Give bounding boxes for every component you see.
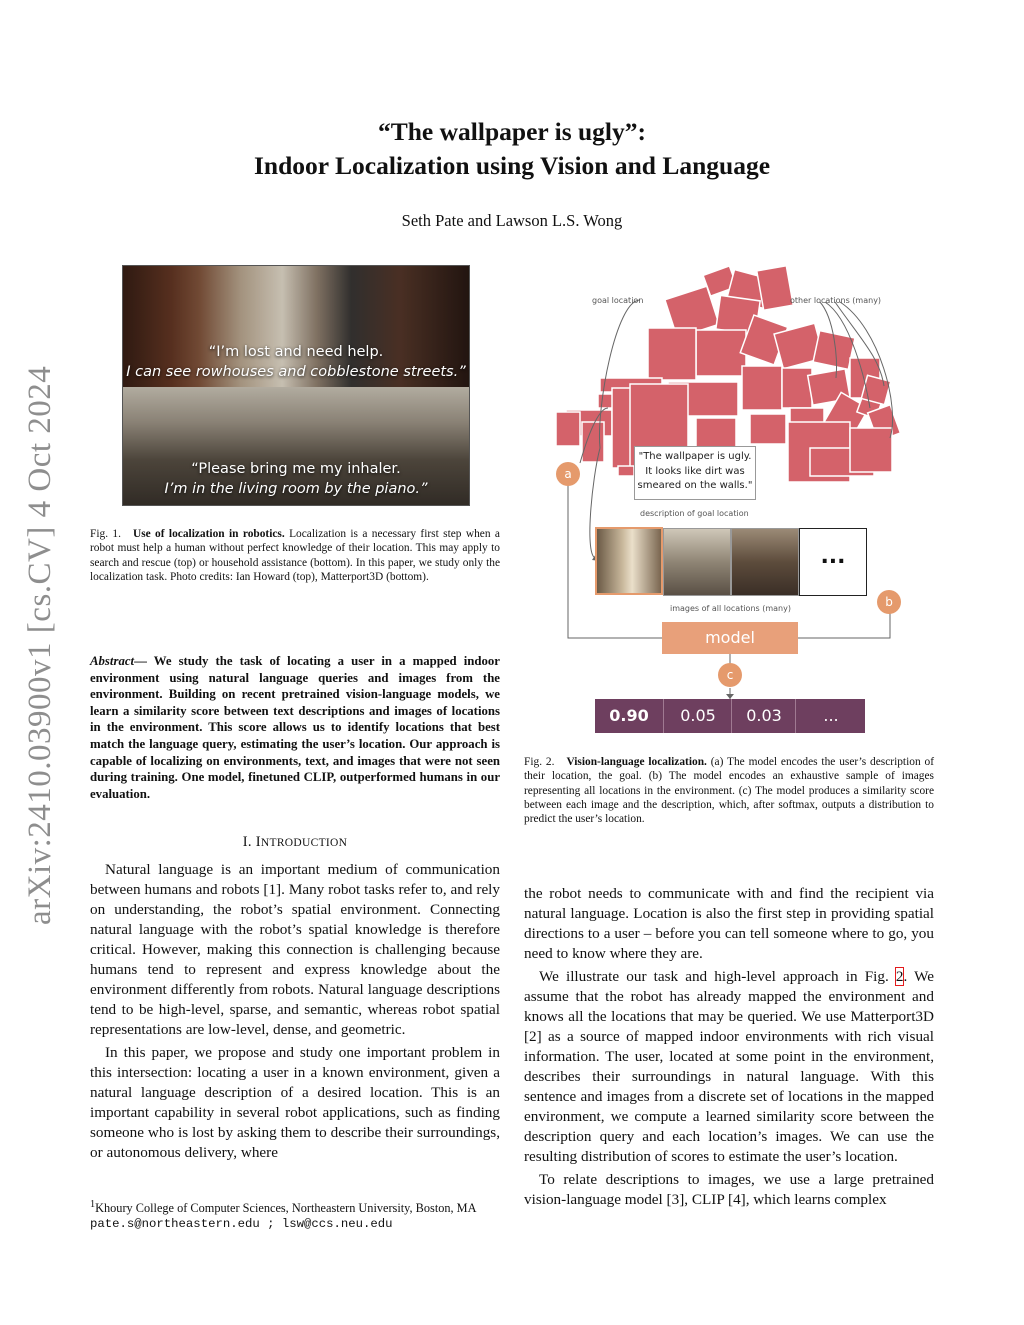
left-column-body (90, 860, 500, 1163)
figure-2-caption (524, 755, 934, 826)
title-line-2: Indoor Localization using Vision and Language (253, 151, 771, 180)
paper-title (0, 115, 1024, 183)
right-p2-before: We illustrate our task and high-level approach in Fig. (539, 968, 896, 985)
footnote-emails: pate.s@northeastern.edu ; lsw@ccs.neu.edu (90, 1217, 393, 1232)
intro-paragraph-2: In this paper, we propose and study one important problem in this intersection: locating a user in a known environment, given a natural language description of a desired location. This is an important capability in several robot applications, such as finding someone who is lost by asking them to describe their surroundings, or autonomous delivery, where (90, 1044, 500, 1161)
location-image-goal (595, 527, 663, 595)
figure-2-diagram (520, 258, 940, 750)
alley-photo (123, 266, 469, 387)
images-label: images of all locations (many) (670, 604, 791, 613)
photo-bottom-quote (123, 459, 469, 499)
score-2: 0.05 (663, 699, 732, 733)
fig2-label: Fig. 2. (524, 756, 555, 768)
right-paragraph-3: To relate descriptions to images, we use a large pretrained vision-language model [3], CLIP [4], which learns complex (524, 1171, 934, 1208)
fig1-caption-title: Use of localization in robotics. (132, 528, 285, 540)
abstract-label: Abstract (90, 654, 135, 668)
fig2-caption-text: (a) The model encodes the user’s description of their location, the goal. (b) The model encodes an exhaustive sample of images representing all locations in the environment. (c) The model produces a similarity score between each image and the description, which, after softmax, outputs a distribution to predict the user’s location. (524, 756, 934, 826)
fig2-caption-title: Vision-language localization. (566, 756, 707, 768)
figure-1-photos (122, 265, 470, 506)
other-locations-label: other locations (many) (790, 296, 882, 305)
goal-location-label: goal location (592, 296, 644, 305)
quote-line-3: smeared on the walls." (637, 480, 753, 491)
score-3: 0.03 (731, 699, 796, 733)
score-bar (595, 699, 865, 733)
figure-2-link[interactable]: 2 (895, 968, 904, 985)
marker-b: b (877, 590, 901, 614)
right-paragraph-2 (524, 967, 934, 1167)
figure-1-caption (90, 527, 500, 584)
score-goal: 0.90 (609, 706, 649, 725)
right-paragraph-1: the robot needs to communicate with and find the recipient via natural language. Location is also the first step in providing spatial directions to a user – before you can tell someone where to go, you need to know where they are. (524, 885, 934, 962)
fig1-caption-text: Localization is a necessary first step when a robot must help a human without perfect knowledge of their location. This may apply to search and rescue (top) or household assistance (bottom). In this paper, we study only the localization task. Photo credits: Ian Howard (top), Matterport3D (bottom). (90, 528, 500, 583)
footnote (90, 1197, 500, 1232)
heading-initial: I (255, 834, 261, 850)
quote-line-2: It looks like dirt was (645, 465, 745, 477)
section-number: I. (242, 834, 252, 850)
quote-top-line-2: I can see rowhouses and cobblestone streets.” (126, 364, 466, 380)
description-label: description of goal location (640, 509, 749, 518)
footnote-mark: 1 (90, 1199, 96, 1210)
marker-a: a (556, 462, 580, 486)
quote-line-1: "The wallpaper is ugly. (638, 451, 752, 462)
right-column-body (524, 884, 934, 1210)
location-image-2 (663, 528, 731, 596)
location-image-more: ... (799, 528, 867, 596)
section-heading-introduction (90, 834, 500, 851)
quote-bottom-line-1: “Please bring me my inhaler. (191, 461, 401, 477)
paper-authors: Seth Pate and Lawson L.S. Wong (401, 211, 623, 230)
model-box: model (662, 622, 798, 654)
footnote-affiliation: Khoury College of Computer Sciences, Northeastern University, Boston, MA (95, 1201, 476, 1216)
title-line-1: “The wallpaper is ugly”: (377, 117, 647, 146)
quote-top-line-1: “I’m lost and need help. (208, 344, 384, 360)
quote-bottom-line-2: I’m in the living room by the piano.” (164, 481, 428, 497)
arxiv-identifier-stamp: arXiv:2410.03900v1 [cs.CV] 4 Oct 2024 (22, 365, 58, 925)
score-more: ... (795, 699, 866, 733)
photo-top-quote (123, 342, 469, 382)
living-room-photo (123, 387, 469, 505)
heading-rest: NTRODUCTION (260, 837, 348, 849)
abstract (90, 653, 500, 802)
right-p2-after: . We assume that the robot has already mapped the environment and knows all the locations that may be queried. We use Matterport3D [2] as a source of mapped indoor environments with rich visual information. The user, located at some point in the environment, describes their surroundings in natural language. With this sentence and images from a discrete set of locations in the mapped environment, we compute a learned similarity score between the description query and each location’s images. We can use the resulting distribution of scores to estimate the user’s location. (524, 968, 934, 1165)
fig1-label: Fig. 1. (90, 528, 121, 540)
abstract-text: — We study the task of locating a user in a mapped indoor environment using natural language queries and images from the environment. Building on recent pretrained vision-language models, we learn a similarity score between text descriptions and images of locations in the environment. This score allows us to identify locations that best match the language query, estimating the user’s location. Our approach is capable of localizing on environments, text, and images that were not seen during training. One model, finetuned CLIP, outperformed humans in our evaluation. (90, 654, 500, 801)
intro-paragraph-1: Natural language is an important medium of communication between humans and robots [1]. Many robot tasks refer to, and rely on understanding, the robot’s spatial environment. Connecting natural language with the robot’s spatial knowledge is therefore critical. However, making this connection is challenging because humans tend to represent and express knowledge about the environment differently from robots. Natural language descriptions tend to be high-level, sparse, and semantic, whereas robot spatial representations are low-level, dense, and geometric. (90, 861, 500, 1038)
goal-description-box (634, 446, 756, 500)
location-image-3 (731, 528, 799, 596)
marker-c: c (718, 663, 742, 687)
